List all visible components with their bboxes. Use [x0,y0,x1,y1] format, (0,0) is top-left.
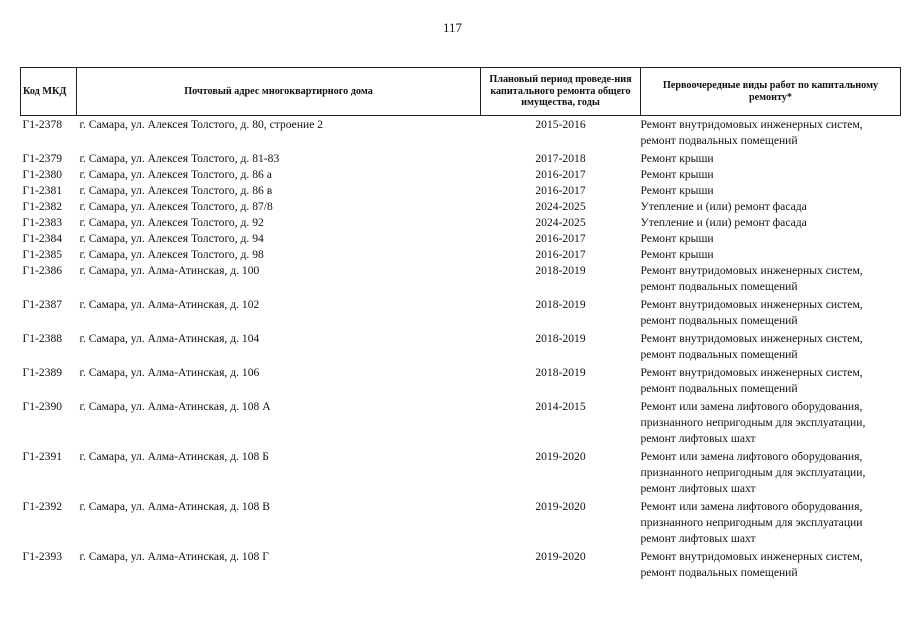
table-row [21,263,901,297]
cell-works [641,116,901,151]
cell-code: Г1-2385 [22,247,63,261]
work-line: Ремонт крыши [640,183,714,197]
cell-address: г. Самара, ул. Алексея Толстого, д. 87/8 [79,199,273,213]
cell-period: 2024-2025 [535,199,586,213]
table-header [21,68,901,116]
cell-works [641,167,901,183]
cell-code: Г1-2390 [22,399,63,413]
work-line: Ремонт внутридомовых инженерных систем, [640,118,863,131]
cell-address: г. Самара, ул. Алма-Атинская, д. 106 [79,365,260,379]
work-line: Утепление и (или) ремонт фасада [640,215,807,229]
cell-period: 2024-2025 [535,215,586,229]
cell-address: г. Самара, ул. Алма-Атинская, д. 104 [79,331,260,345]
work-line: ремонт подвальных помещений [640,381,798,395]
work-line: ремонт подвальных помещений [640,279,798,293]
work-line: признанного непригодным для эксплуатации, [640,415,866,429]
work-line: признанного непригодным для эксплуатации [640,515,863,529]
table-row [21,499,901,549]
cell-works [641,365,901,399]
cell-period: 2016-2017 [535,183,586,197]
work-line: Ремонт внутридомовых инженерных систем, [640,331,863,345]
cell-works [641,297,901,331]
table-row [21,116,901,151]
cell-period: 2016-2017 [535,231,586,245]
table-body [21,116,901,583]
cell-address: г. Самара, ул. Алма-Атинская, д. 102 [79,297,260,311]
cell-period: 2018-2019 [535,263,586,277]
cell-code: Г1-2388 [22,331,63,345]
cell-code: Г1-2392 [22,499,63,513]
cell-period: 2019-2020 [535,449,586,463]
work-line: Ремонт или замена лифтового оборудования, [640,499,863,513]
cell-works [641,247,901,263]
cell-address: г. Самара, ул. Алма-Атинская, д. 108 В [79,499,270,513]
work-line: Ремонт внутридомовых инженерных систем, [640,549,863,563]
work-line: Ремонт крыши [640,167,714,181]
cell-works [641,549,901,583]
table-row [21,549,901,583]
cell-code: Г1-2389 [22,365,63,379]
header-address: Почтовый адрес многоквартирного дома [77,68,481,116]
cell-works [641,151,901,167]
capital-repair-table [20,67,901,583]
cell-period: 2017-2018 [535,151,586,165]
work-line: ремонт лифтовых шахт [640,431,756,445]
cell-works [641,263,901,297]
header-works: Первоочередные виды работ по капитальному ремонту* [641,68,901,116]
table-row [21,151,901,167]
cell-code: Г1-2382 [22,199,63,213]
cell-period: 2019-2020 [535,499,586,513]
work-line: ремонт подвальных помещений [640,347,798,361]
header-period: Плановый период проведе-ния капитального ремонта общего имущества, годы [481,68,641,116]
table-row [21,183,901,199]
cell-code: Г1-2393 [22,549,63,563]
work-line: ремонт лифтовых шахт [640,481,756,495]
work-line: Ремонт или замена лифтового оборудования, [640,449,863,463]
work-line: признанного непригодным для эксплуатации, [640,465,866,479]
cell-works [641,331,901,365]
cell-address: г. Самара, ул. Алексея Толстого, д. 98 [79,247,264,261]
cell-code: Г1-2386 [22,263,63,277]
cell-works [641,449,901,499]
cell-period: 2019-2020 [535,549,586,563]
cell-period: 2015-2016 [535,118,586,131]
page-number: 117 [442,20,463,35]
cell-works [641,199,901,215]
work-line: Ремонт внутридомовых инженерных систем, [640,297,863,311]
cell-code: Г1-2387 [22,297,63,311]
cell-works [641,499,901,549]
cell-code: Г1-2380 [22,167,63,181]
cell-code: Г1-2381 [22,183,63,197]
table-row [21,247,901,263]
work-line: Утепление и (или) ремонт фасада [640,199,807,213]
table-row [21,231,901,247]
work-line: Ремонт или замена лифтового оборудования, [640,399,863,413]
cell-code: Г1-2383 [22,215,63,229]
cell-address: г. Самара, ул. Алма-Атинская, д. 108 Б [79,449,269,463]
cell-works [641,231,901,247]
cell-code: Г1-2391 [22,449,63,463]
cell-address: г. Самара, ул. Алма-Атинская, д. 108 А [79,399,271,413]
cell-address: г. Самара, ул. Алексея Толстого, д. 81-83 [79,151,280,165]
work-line: ремонт подвальных помещений [640,313,798,327]
table-row [21,365,901,399]
work-line: ремонт лифтовых шахт [640,531,756,545]
cell-address: г. Самара, ул. Алексея Толстого, д. 80, строение 2 [79,118,324,131]
cell-period: 2018-2019 [535,331,586,345]
cell-code: Г1-2379 [22,151,63,165]
work-line: ремонт подвальных помещений [640,565,798,579]
cell-works [641,183,901,199]
work-line: Ремонт внутридомовых инженерных систем, [640,365,863,379]
table-row [21,167,901,183]
header-code: Код МКД [21,68,77,116]
table-row [21,199,901,215]
table-row [21,215,901,231]
cell-period: 2018-2019 [535,297,586,311]
cell-code: Г1-2384 [22,231,63,245]
cell-address: г. Самара, ул. Алексея Толстого, д. 92 [79,215,264,229]
cell-period: 2016-2017 [535,167,586,181]
cell-period: 2018-2019 [535,365,586,379]
work-line: Ремонт крыши [640,231,714,245]
table-row [21,331,901,365]
cell-period: 2016-2017 [535,247,586,261]
work-line: Ремонт внутридомовых инженерных систем, [640,263,863,277]
cell-address: г. Самара, ул. Алма-Атинская, д. 100 [79,263,260,277]
work-line: Ремонт крыши [640,151,714,165]
cell-address: г. Самара, ул. Алексея Толстого, д. 94 [79,231,264,245]
cell-address: г. Самара, ул. Алма-Атинская, д. 108 Г [79,549,269,563]
cell-works [641,399,901,449]
table-row [21,399,901,449]
work-line: Ремонт крыши [640,247,714,261]
cell-address: г. Самара, ул. Алексея Толстого, д. 86 а [79,167,272,181]
cell-works [641,215,901,231]
table-row [21,449,901,499]
cell-address: г. Самара, ул. Алексея Толстого, д. 86 в [79,183,273,197]
work-line: ремонт подвальных помещений [640,134,798,147]
table-row [21,297,901,331]
cell-period: 2014-2015 [535,399,586,413]
cell-code: Г1-2378 [22,118,63,131]
